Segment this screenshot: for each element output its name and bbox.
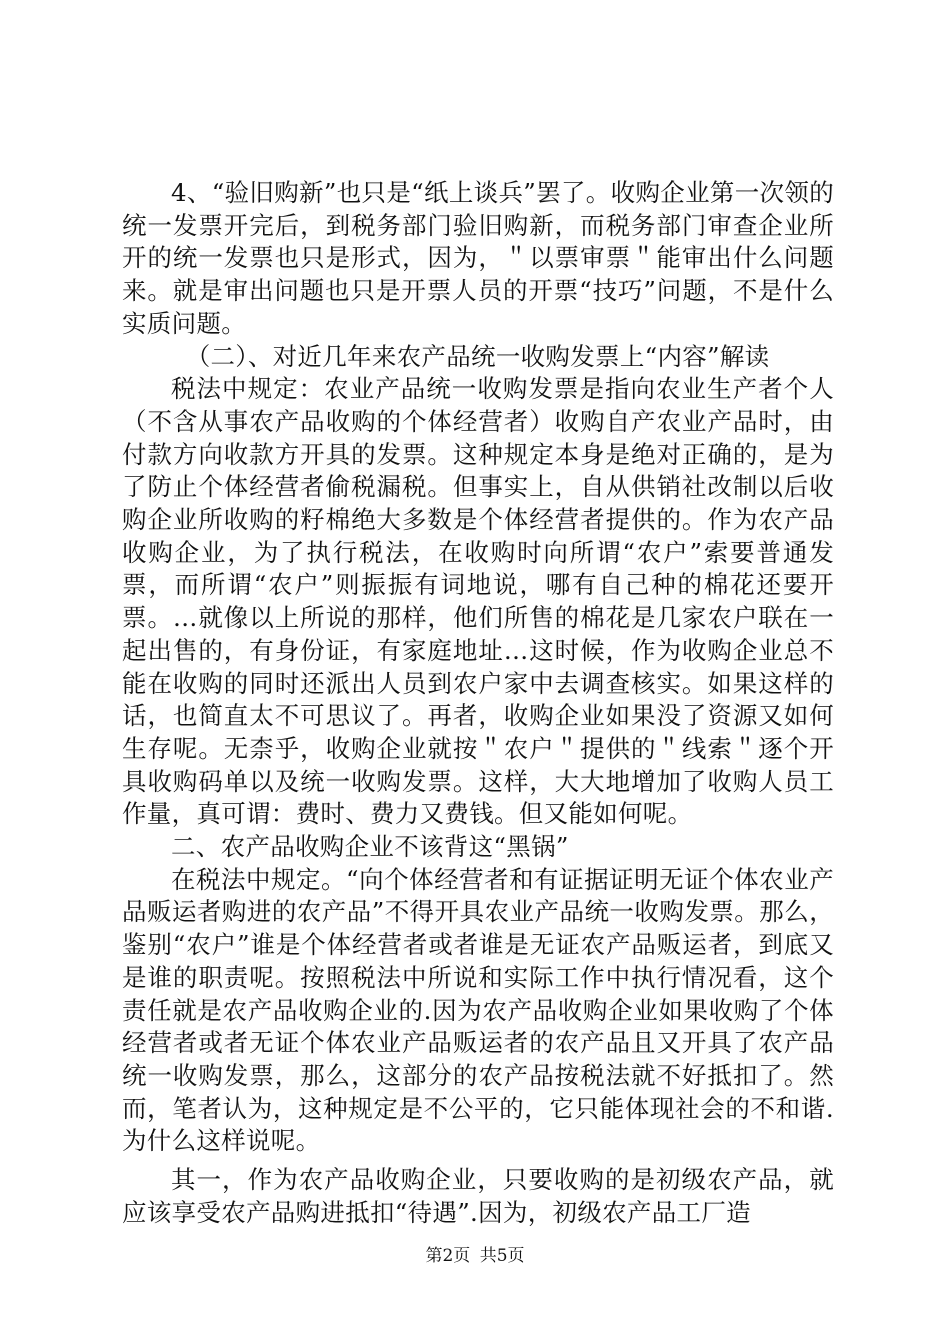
paragraph-first-reason: 其一，作为农产品收购企业，只要收购的是初级农产品，就应该享受农产品购进抵扣“待遇”.因为，初级农产品工厂造 xyxy=(122,1165,834,1227)
document-body xyxy=(122,177,834,1230)
page-footer xyxy=(0,1245,950,1267)
paragraph-tax-law-rule: 税法中规定：农业产品统一收购发票是指向农业生产者个人（不含从事农产品收购的个体经营者）收购自产农业产品时，由付款方向收款方开具的发票。这种规定本身是绝对正确的，是为了防止个体经营者偷税漏税。但事实上，自从供销社改制以后收购企业所收购的籽棉绝大多数是个体经营者提供的。作为农产品收购企业，为了执行税法，在收购时向所谓“农户”索要普通发票，而所谓“农户”则振振有词地说，哪有自己种的棉花还要开票。…就像以上所说的那样，他们所售的棉花是几家农户联在一起出售的，有身份证，有家庭地址…这时候，作为收购企业总不能在收购的同时还派出人员到农户家中去调查核实。如果这样的话，也简直太不可思议了。再者，收购企业如果没了资源又如何生存呢。无柰乎，收购企业就按＂农户＂提供的＂线索＂逐个开具收购码单以及统一收购发票。这样，大大地增加了收购人员工作量，真可谓：费时、费力又费钱。但又能如何呢。 xyxy=(122,374,834,829)
paragraph-identification-duty: 在税法中规定。“向个体经营者和有证据证明无证个体农业产品贩运者购进的农产品”不得开具农业产品统一收购发票。那么，鉴别“农户”谁是个体经营者或者谁是无证农产品贩运者，到底又是谁的职责呢。按照税法中所说和实际工作中执行情况看，这个责任就是农产品收购企业的.因为农产品收购企业如果收购了个体经营者或者无证个体农业产品贩运者的农产品且又开具了农产品统一收购发票，那么，这部分的农产品按税法就不好抵扣了。然而，笔者认为，这种规定是不公平的，它只能体现社会的不和谐.为什么这样说呢。 xyxy=(122,864,834,1156)
section-heading-black-pot: 二、农产品收购企业不该背这“黑锅” xyxy=(171,832,569,862)
page-number: 第2页 xyxy=(425,1246,471,1266)
page-total: 共5页 xyxy=(479,1246,525,1266)
section-heading-invoice-content: （二）、对近几年来农产品统一收购发票上“内容”解读 xyxy=(185,341,770,371)
paragraph-inspection-point: 4、“验旧购新”也只是“纸上谈兵”罢了。收购企业第一次领的统一发票开完后，到税务部门验旧购新，而税务部门审查企业所开的统一发票也只是形式，因为，＂以票审票＂能审出什么问题来。就是审出问题也只是开票人员的开票“技巧”问题，不是什么实质问题。 xyxy=(122,178,834,338)
